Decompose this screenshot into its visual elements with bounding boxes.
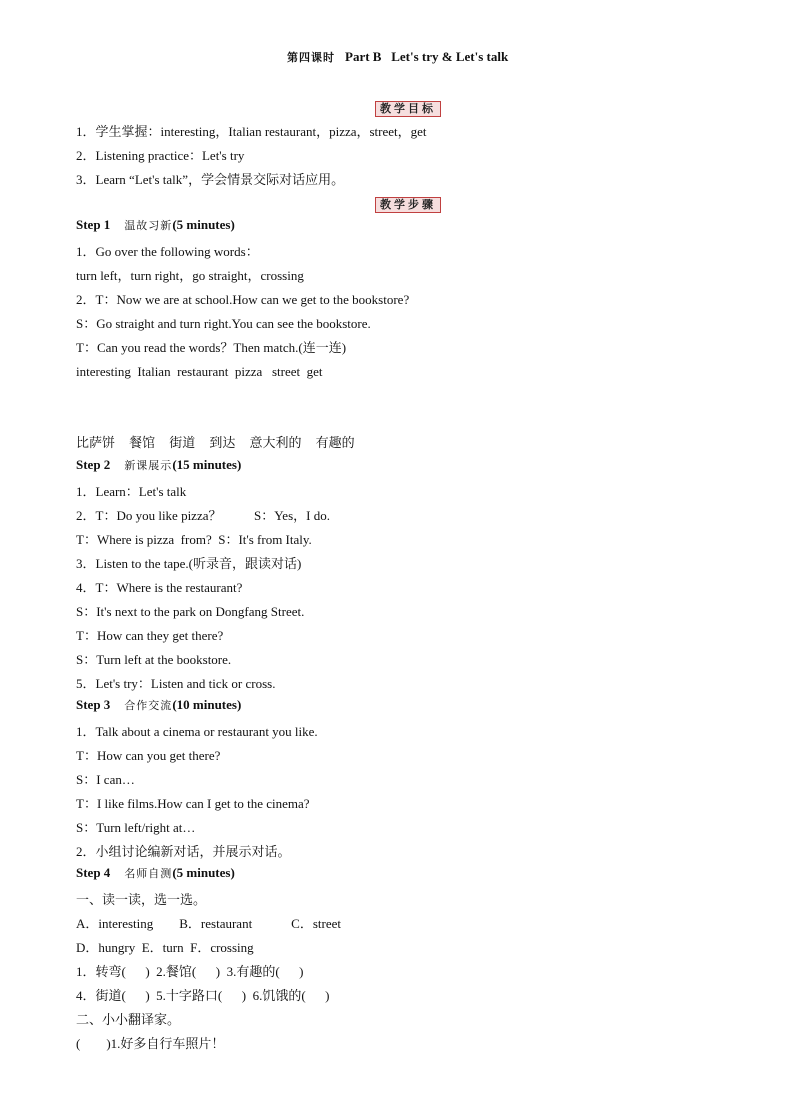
lesson-number: 第四课时 — [287, 52, 335, 64]
steps-stamp: 教学步骤 — [375, 197, 441, 213]
step3-line-6: 2．小组讨论编新对话，并展示对话。 — [76, 844, 291, 859]
step3-line-1: 1．Talk about a cinema or restaurant you like. — [76, 724, 318, 739]
step2-label: Step 2 — [76, 457, 111, 472]
step1-line-2: turn left，turn right，go straight，crossing — [76, 268, 304, 283]
goals-stamp: 教学目标 — [375, 101, 441, 117]
lesson-title: Part B Let's try & Let's talk — [345, 49, 509, 64]
step1-line-4: S：Go straight and turn right.You can see the bookstore. — [76, 316, 371, 331]
step4-cn: 名师自测 — [124, 868, 173, 880]
step4-line-7: ( )1.好多自行车照片！ — [76, 1036, 225, 1051]
step3-line-2: T：How can you get there? — [76, 748, 221, 763]
step1-line-5: T：Can you read the words？Then match.(连一连) — [76, 340, 347, 355]
step2-line-3: T：Where is pizza from? S：It's from Italy. — [76, 532, 312, 547]
step1-cn-word-list: 比萨饼 餐馆 街道 到达 意大利的 有趣的 — [76, 436, 355, 451]
step4-line-2: A．interesting B．restaurant C．street — [76, 916, 342, 931]
step1-heading — [76, 216, 235, 235]
step4-line-1: 一、读一读，选一选。 — [76, 892, 207, 907]
step2-heading — [76, 456, 241, 475]
step2-line-4: 3．Listen to the tape.(听录音，跟读对话) — [76, 556, 302, 571]
step2-line-6: S：It's next to the park on Dongfang Street. — [76, 604, 305, 619]
step4-line-4: 1．转弯( ) 2.餐馆( ) 3.有趣的( ) — [76, 964, 304, 979]
step2-line-9: 5．Let's try：Listen and tick or cross. — [76, 676, 276, 691]
step3-heading — [76, 696, 241, 715]
step4-heading — [76, 864, 235, 883]
step3-line-5: S：Turn left/right at… — [76, 820, 196, 835]
goal-3: 3．Learn “Let's talk”，学会情景交际对话应用。 — [76, 172, 345, 187]
step3-line-3: S：I can… — [76, 772, 135, 787]
step1-label: Step 1 — [76, 217, 111, 232]
goal-1: 1．学生掌握：interesting，Italian restaurant，pizza，street，get — [76, 124, 427, 139]
step2-line-5: 4．T：Where is the restaurant? — [76, 580, 243, 595]
step2-line-1: 1．Learn：Let's talk — [76, 484, 187, 499]
step2-time: (15 minutes) — [172, 457, 242, 472]
step1-line-3: 2．T：Now we are at school.How can we get to the bookstore? — [76, 292, 410, 307]
step1-word-list: interesting Italian restaurant pizza street get — [76, 364, 323, 379]
step4-line-6: 二、小小翻译家。 — [76, 1012, 181, 1027]
step3-label: Step 3 — [76, 697, 111, 712]
step2-cn: 新课展示 — [124, 460, 173, 472]
step4-line-5: 4．街道( ) 5.十字路口( ) 6.饥饿的( ) — [76, 988, 330, 1003]
step1-line-1: 1．Go over the following words： — [76, 244, 259, 259]
step3-line-4: T：I like films.How can I get to the cinema? — [76, 796, 310, 811]
page-title — [287, 48, 508, 67]
step1-time: (5 minutes) — [172, 217, 235, 232]
step4-line-3: D．hungry E．turn F．crossing — [76, 940, 254, 955]
step3-cn: 合作交流 — [124, 700, 173, 712]
step2-line-2: 2．T：Do you like pizza？ S：Yes，I do. — [76, 508, 330, 523]
goal-2: 2．Listening practice：Let's try — [76, 148, 245, 163]
step3-time: (10 minutes) — [172, 697, 242, 712]
step2-line-7: T：How can they get there? — [76, 628, 224, 643]
step4-time: (5 minutes) — [172, 865, 235, 880]
step4-label: Step 4 — [76, 865, 111, 880]
step2-line-8: S：Turn left at the bookstore. — [76, 652, 232, 667]
step1-cn: 温故习新 — [124, 220, 173, 232]
